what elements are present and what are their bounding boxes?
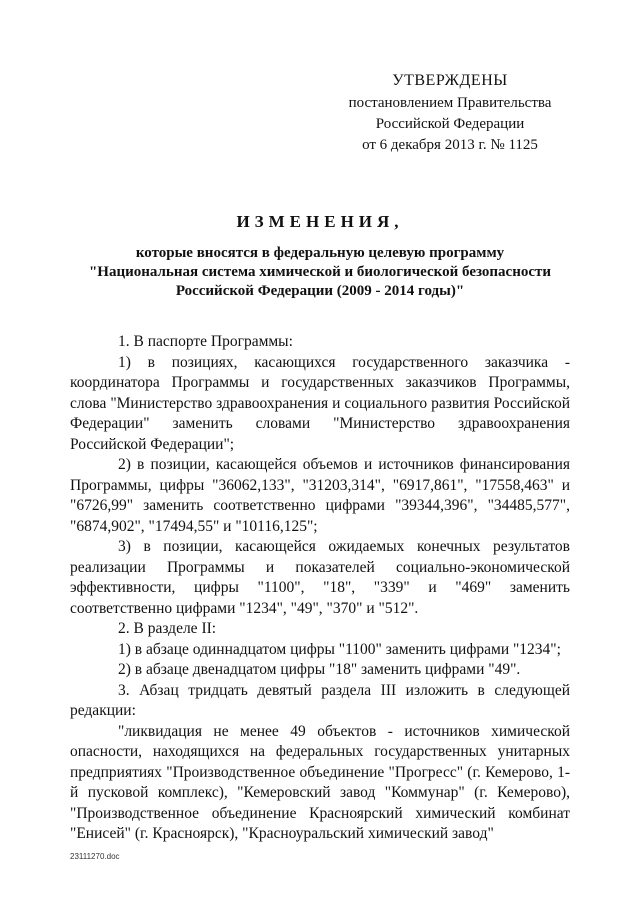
approval-line-1: постановлением Правительства — [348, 95, 552, 111]
approval-line-2: Российской Федерации — [375, 116, 525, 132]
paragraph-section-1: 1. В паспорте Программы: — [118, 333, 293, 350]
paragraph-section-2: 2. В разделе II: — [118, 620, 217, 637]
paragraph-item-2-2: 2) в абзаце двенадцатом цифры "18" заменить цифрами "49". — [118, 661, 521, 678]
approval-heading: УТВЕРЖДЕНЫ — [392, 72, 508, 89]
paragraph-item-1-1: 1) в позициях, касающихся государственного заказчика - координатора Программы и государственных заказчиков Программы, слова "Министерство здравоохранения и социального развития Российской Федерации" заменить словами "Министерство здравоохранения Российской Федерации"; — [70, 353, 570, 453]
paragraph-quoted-text: "ликвидация не менее 49 объектов - источников химической опасности, находящихся на федеральных государственных унитарных предприятиях "Производственное объединение "Прогресс" (г. Кемерово, 1-й пусковой комплекс), "Кемеровский завод "Коммунар" (г. Кемерово), "Производственное объединение Красноярский химический комбинат "Енисей" (г. Красноярск), "Красноуральский химический завод" — [70, 722, 570, 842]
approval-date-line: от 6 декабря 2013 г. № 1125 — [362, 137, 538, 153]
paragraph-item-1-2: 2) в позиции, касающейся объемов и источников финансирования Программы, цифры "36062,133", "31203,314", "6917,861", "17558,463" и "6726,99" заменить соответственно цифрами "39344,396", "34485,577", "6874,902", "17494,55" и "10116,125"; — [70, 456, 570, 535]
document-subtitle-line-3: Российской Федерации (2009 - 2014 годы)" — [175, 283, 465, 299]
document-title: ИЗМЕНЕНИЯ, — [236, 212, 404, 231]
footer-filename: 23111270.doc — [70, 852, 120, 861]
document-subtitle-line-1: которые вносятся в федеральную целевую программу — [135, 245, 505, 261]
document-title-block — [70, 212, 570, 301]
paragraph-section-3: 3. Абзац тридцать девятый раздела III изложить в следующей редакции: — [70, 681, 570, 719]
approval-stamp — [330, 70, 570, 156]
document-body — [70, 332, 570, 845]
document-subtitle-line-2: "Национальная система химической и биологической безопасности — [88, 264, 552, 280]
paragraph-item-2-1: 1) в абзаце одиннадцатом цифры "1100" заменить цифрами "1234"; — [118, 640, 561, 658]
paragraph-item-1-3: 3) в позиции, касающейся ожидаемых конечных результатов реализации Программы и показателей социально-экономической эффективности, цифры "1100", "18", "339" и "469" заменить соответственно цифрами "1234", "49", "370" и "512". — [70, 538, 570, 617]
